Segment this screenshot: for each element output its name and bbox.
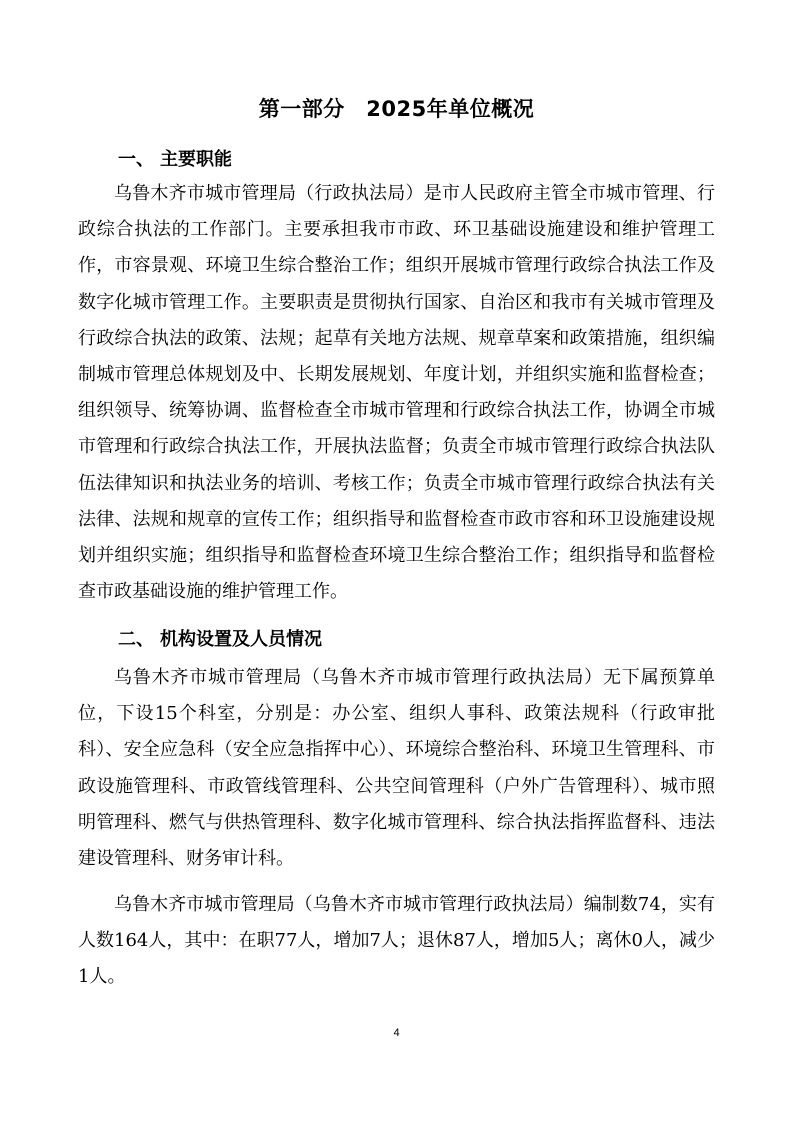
section-number: 二、 xyxy=(118,629,154,650)
section-number: 一、 xyxy=(118,149,154,170)
section-title: 主要职能 xyxy=(160,149,232,170)
page-title: 第一部分 2025年单位概况 xyxy=(258,97,535,121)
section-heading-functions xyxy=(118,145,232,175)
paragraph-main-functions: 乌鲁木齐市城市管理局（行政执法局）是市人民政府主管全市城市管理、行政综合执法的工作部门。主要承担我市市政、环卫基础设施建设和维护管理工作，市容景观、环境卫生综合整治工作；组织开展城市管理行政综合执法工作及数字化城市管理工作。主要职责是贯彻执行国家、自治区和我市有关城市管理及行政综合执法的政策、法规；起草有关地方法规、规章草案和政策措施，组织编制城市管理总体规划及中、长期发展规划、年度计划，并组织实施和监督检查；组织领导、统筹协调、监督检查全市城市管理和行政综合执法工作，协调全市城市管理和行政综合执法工作，开展执法监督；负责全市城市管理行政综合执法队伍法律知识和执法业务的培训、考核工作；负责全市城市管理行政综合执法有关法律、法规和规章的宣传工作；组织指导和监督检查市政市容和环卫设施建设规划并组织实施；组织指导和监督检查环境卫生综合整治工作；组织指导和监督检查市政基础设施的维护管理工作。 xyxy=(78,183,715,603)
section-heading-organization xyxy=(118,625,322,655)
page-number: 4 xyxy=(393,1027,400,1039)
paragraph-departments: 乌鲁木齐市城市管理局（乌鲁木齐市城市管理行政执法局）无下属预算单位，下设15个科室，分别是：办公室、组织人事科、政策法规科（行政审批科）、安全应急科（安全应急指挥中心）、环境综合整治科、环境卫生管理科、市政设施管理科、市政管线管理科、公共空间管理科（户外广告管理科）、城市照明管理科、燃气与供热管理科、数字化城市管理科、综合执法指挥监督科、违法建设管理科、财务审计科。 xyxy=(78,667,715,870)
paragraph-staffing: 乌鲁木齐市城市管理局（乌鲁木齐市城市管理行政执法局）编制数74，实有人数164人，其中：在职77人，增加7人；退休87人，增加5人；离休0人，减少1人。 xyxy=(78,894,715,988)
section-title: 机构设置及人员情况 xyxy=(160,629,322,650)
